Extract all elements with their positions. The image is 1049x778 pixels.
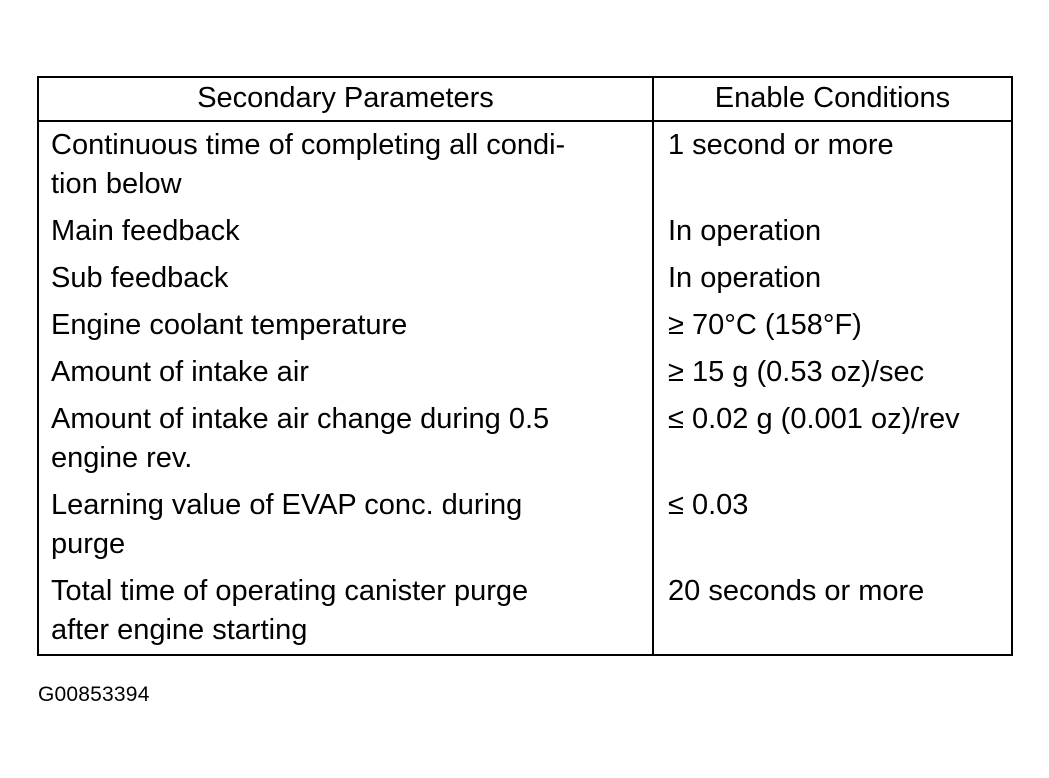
parameter-cell [38,564,653,655]
table-row [38,298,1012,345]
parameter-cell [38,478,653,564]
condition-cell: In operation [668,262,822,294]
parameter-cell [38,298,653,345]
condition-cell: In operation [668,215,822,247]
table-row [38,345,1012,392]
table-row [38,121,1012,204]
parameter-text-line: after engine starting [51,614,308,646]
condition-cell: ≤ 0.02 g (0.001 oz)/rev [668,403,960,435]
condition-cell: ≥ 70°C (158°F) [668,309,862,341]
parameter-text-line: tion below [51,168,182,200]
table-row [38,204,1012,251]
table-row [38,251,1012,298]
table-row [38,392,1012,478]
parameter-cell [38,392,653,478]
condition-cell: 20 seconds or more [668,575,925,607]
table-header-row [38,77,1012,121]
table-row [38,478,1012,564]
parameter-cell [38,121,653,204]
secondary-parameters-table [37,76,1013,656]
parameter-text-line: Total time of operating canister purge [51,575,529,607]
parameter-text-line: Main feedback [51,215,240,247]
parameter-text-line: Amount of intake air change during 0.5 [51,403,550,435]
figure-id-label: G00853394 [38,683,150,706]
header-secondary-parameters: Secondary Parameters [38,77,653,121]
table-row [38,564,1012,655]
condition-cell: 1 second or more [668,129,894,161]
parameter-cell [38,345,653,392]
parameter-text-line: Continuous time of completing all condi- [51,129,566,161]
condition-cell: ≥ 15 g (0.53 oz)/sec [668,356,925,388]
condition-cell: ≤ 0.03 [668,489,749,521]
parameter-text-line: purge [51,528,126,560]
parameter-cell [38,204,653,251]
parameter-text-line: Learning value of EVAP conc. during [51,489,523,521]
parameter-text-line: Sub feedback [51,262,229,294]
parameter-text-line: Amount of intake air [51,356,309,388]
parameter-text-line: engine rev. [51,442,193,474]
parameter-text-line: Engine coolant temperature [51,309,408,341]
header-enable-conditions: Enable Conditions [653,77,1012,121]
parameter-cell [38,251,653,298]
